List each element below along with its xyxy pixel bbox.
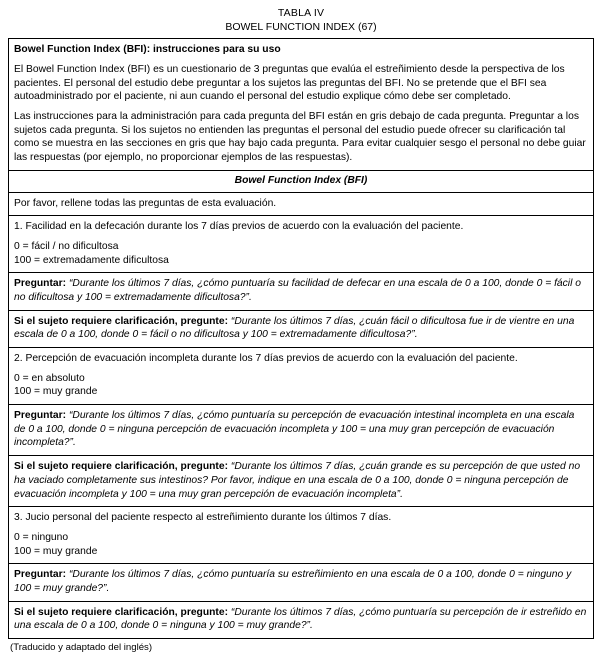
clarify-label-1: Si el sujeto requiere clarificación, pregunte: xyxy=(14,315,229,327)
ask-row-2 xyxy=(9,405,593,456)
ask-label-1: Preguntar: xyxy=(14,278,67,290)
ask-text-1: “Durante los últimos 7 días, ¿cómo puntuaría su facilidad de defecar en una escala de 0 a 100, donde 0 = fácil o no dificultosa y 100 = extremadamente dificultosa?”. xyxy=(14,278,581,303)
scale-2 xyxy=(14,372,588,399)
clarify-row-3 xyxy=(9,602,593,638)
ask-label-3: Preguntar: xyxy=(14,569,67,581)
ask-label-2: Preguntar: xyxy=(14,410,67,422)
scale-1-low: 0 = fácil / no dificultosa xyxy=(14,240,119,252)
ask-text-2: “Durante los últimos 7 días, ¿cómo puntuaría su percepción de evacuación intestinal incompleta en una escala de 0 a 100, donde 0 = ninguna percepción de evacuación incompleta y 100 = una muy gran percepción de evacuación incompleta?”. xyxy=(14,410,575,449)
section-title-row: Bowel Function Index (BFI) xyxy=(9,171,593,193)
intro-paragraph-1: El Bowel Function Index (BFI) es un cuestionario de 3 preguntas que evalúa el estreñimiento desde la perspectiva de los pacientes. El personal del estudio debe preguntar a los sujetos las preguntas del BFI. No se pretende que el BFI sea autoadministrado por el paciente, ni aun cuando el personal del estudio explique cómo debe ser completado. xyxy=(14,64,565,103)
clarify-text-3: “Durante los últimos 7 días, ¿cómo puntuaría su percepción de ir estreñido en una escala de 0 a 100, donde 0 = ninguna y 100 = muy grande?”. xyxy=(14,606,587,632)
question-text-2: 2. Percepción de evacuación incompleta durante los 7 días previos de acuerdo con la evaluación del paciente. xyxy=(14,353,518,365)
question-text-3: 3. Jucio personal del paciente respecto al estreñimiento durante los últimos 7 días. xyxy=(14,512,392,524)
scale-1 xyxy=(14,240,588,267)
clarify-row-2 xyxy=(9,456,593,507)
bfi-table xyxy=(8,38,594,639)
intro-title: Bowel Function Index (BFI): instrucciones para su uso xyxy=(14,44,281,56)
table-number: TABLA IV xyxy=(277,7,325,19)
scale-1-high: 100 = extremadamente dificultosa xyxy=(14,254,169,266)
footer-note: (Traducido y adaptado del inglés) xyxy=(10,642,153,654)
clarify-text-1: “Durante los últimos 7 días, ¿cuán fácil o dificultosa fue ir de vientre en una escala de 0 a 100, donde 0 = fácil o no dificultosa y 100 = extremadamente dificultosa?”. xyxy=(14,315,575,341)
ask-row-1 xyxy=(9,273,593,310)
clarify-label-3: Si el sujeto requiere clarificación, pregunte: xyxy=(14,606,229,618)
clarify-text-2: “Durante los últimos 7 días, ¿cuán grande es su percepción de que usted no ha vaciado completamente sus intestinos? Por favor, indique en una escala de 0 a 100, donde 0 = ninguna percepción de evacuación incompleta y 100 = una muy gran percepción de evacuación incompleta”. xyxy=(14,461,581,500)
scale-3-low: 0 = ninguno xyxy=(14,531,69,543)
intro-row xyxy=(9,39,593,171)
clarify-label-2: Si el sujeto requiere clarificación, pregunte: xyxy=(14,461,229,473)
ask-row-3 xyxy=(9,564,593,601)
scale-2-high: 100 = muy grande xyxy=(14,386,98,398)
table-caption xyxy=(8,6,594,34)
question-text-1: 1. Facilidad en la defecación durante los 7 días previos de acuerdo con la evaluación del paciente. xyxy=(14,221,464,233)
question-row-3 xyxy=(9,507,593,564)
ask-text-3: “Durante los últimos 7 días, ¿cómo puntuaría su estreñimiento en una escala de 0 a 100, donde 0 = ninguno y 100 = muy grande?”. xyxy=(14,569,572,594)
scale-3 xyxy=(14,531,588,558)
instruction-row: Por favor, rellene todas las preguntas de esta evaluación. xyxy=(9,193,593,217)
table-title: BOWEL FUNCTION INDEX (67) xyxy=(225,21,377,34)
intro-paragraph-2: Las instrucciones para la administración para cada pregunta del BFI están en gris debajo de cada pregunta. Preguntar a los sujetos cada pregunta. Si los sujetos no entienden las preguntas el personal del estudio puede ofrecer su clarificación tal como se muestra en las secciones en gris que hay bajo cada pregunta. Para evitar cualquier sesgo el personal no debe guiar las respuestas (por ejemplo, no proporcionar ejemplos de las respuestas). xyxy=(14,111,586,164)
question-row-1 xyxy=(9,216,593,273)
clarify-row-1 xyxy=(9,311,593,348)
question-row-2 xyxy=(9,348,593,405)
scale-2-low: 0 = en absoluto xyxy=(14,372,85,384)
scale-3-high: 100 = muy grande xyxy=(14,545,98,557)
